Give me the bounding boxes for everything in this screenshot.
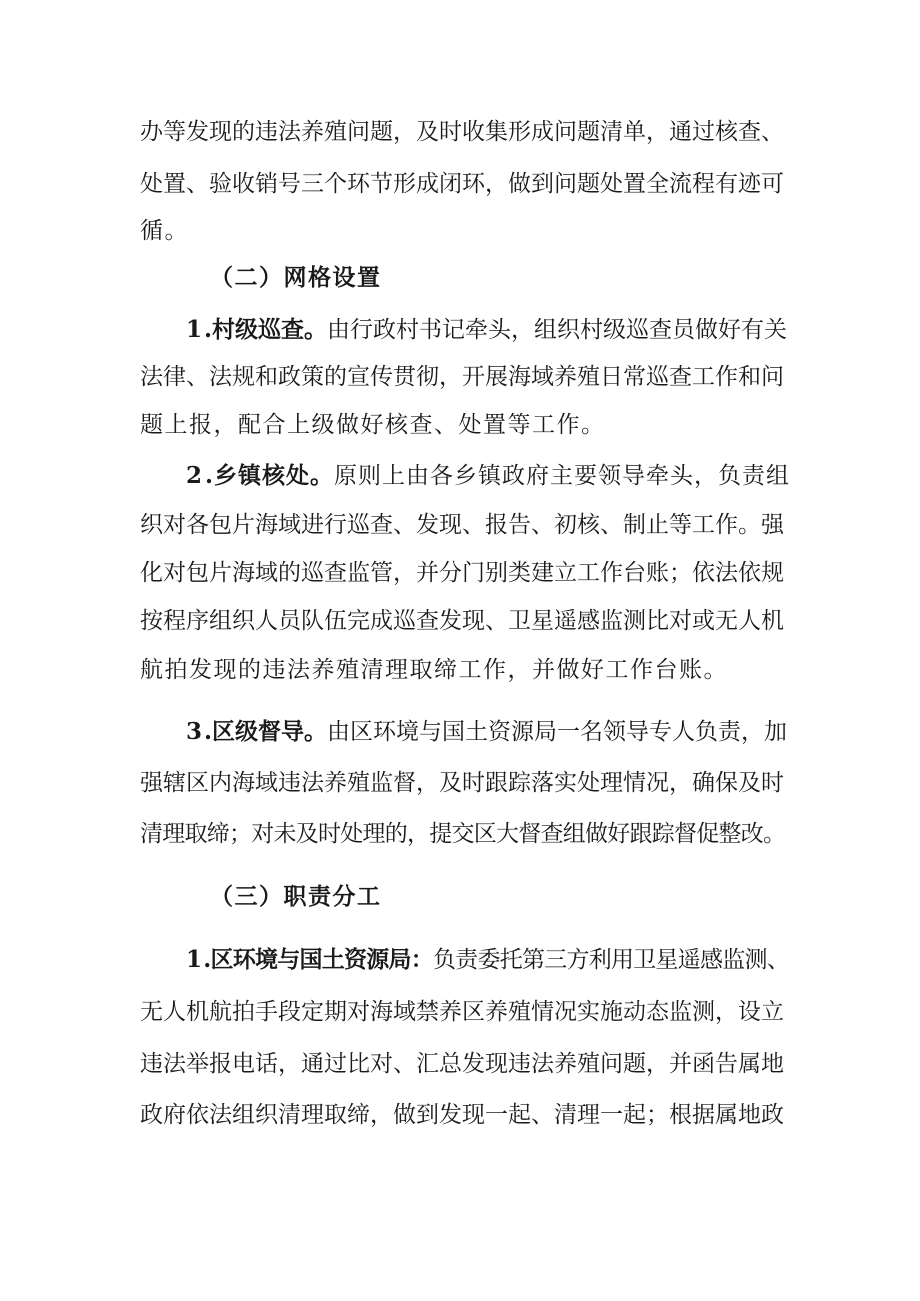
item-village-patrol-line <box>186 315 790 345</box>
paragraph-line: 政府依法组织清理取缔，做到发现一起、清理一起；根据属地政 <box>140 1102 784 1128</box>
item-number: 1 <box>186 316 203 343</box>
paragraph-line: 题上报，配合上级做好核查、处置等工作。 <box>140 412 606 438</box>
item-number: 1 <box>186 946 202 973</box>
item-environment-bureau-line <box>186 945 790 975</box>
item-text: 原则上由各乡镇政府主要领导牵头，负责组 <box>334 463 791 489</box>
paragraph-line: 无人机航拍手段定期对海域禁养区养殖情况实施动态监测，设立 <box>140 999 784 1025</box>
paragraph-line: 循。 <box>140 218 189 244</box>
item-title: .村级巡查。 <box>204 316 328 343</box>
item-title: .乡镇核处。 <box>205 462 335 489</box>
item-text: 由区环境与国土资源局一名领导专人负责，加 <box>327 719 788 745</box>
section-heading-duties: （三）职责分工 <box>210 883 382 910</box>
paragraph-line: 航拍发现的违法养殖清理取缔工作，并做好工作台账。 <box>140 657 728 683</box>
paragraph-line: 化对包片海域的巡查监管，并分门别类建立工作台账；依法依规 <box>140 560 784 586</box>
item-title: .区级督导。 <box>204 718 328 745</box>
paragraph-line: 强辖区内海域违法养殖监督，及时跟踪落实处理情况，确保及时 <box>140 770 784 796</box>
item-number: 3 <box>186 718 203 745</box>
paragraph-line: 法律、法规和政策的宣传贯彻，开展海域养殖日常巡查工作和问 <box>140 364 784 390</box>
item-township-handling-line <box>186 461 790 491</box>
paragraph-line: 清理取缔；对未及时处理的，提交区大督查组做好跟踪督促整改。 <box>140 821 786 847</box>
item-district-supervision-line <box>186 717 790 747</box>
paragraph-line: 织对各包片海域进行巡查、发现、报告、初核、制止等工作。强 <box>140 512 784 538</box>
paragraph-line: 办等发现的违法养殖问题，及时收集形成问题清单，通过核查、 <box>140 119 784 145</box>
paragraph-line: 按程序组织人员队伍完成巡查发现、卫星遥感监测比对或无人机 <box>140 608 784 634</box>
item-number: 2 <box>186 462 204 489</box>
item-text: 由行政村书记牵头，组织村级巡查员做好有关 <box>327 317 788 343</box>
paragraph-line: 处置、验收销号三个环节形成闭环，做到问题处置全流程有迹可 <box>140 171 784 197</box>
paragraph-line: 违法举报电话，通过比对、汇总发现违法养殖问题，并函告属地 <box>140 1051 784 1077</box>
section-heading-grid-setup: （二）网格设置 <box>210 264 382 291</box>
item-text: 负责委托第三方利用卫星遥感监测、 <box>433 947 790 973</box>
item-title: .区环境与国土资源局： <box>203 946 434 973</box>
